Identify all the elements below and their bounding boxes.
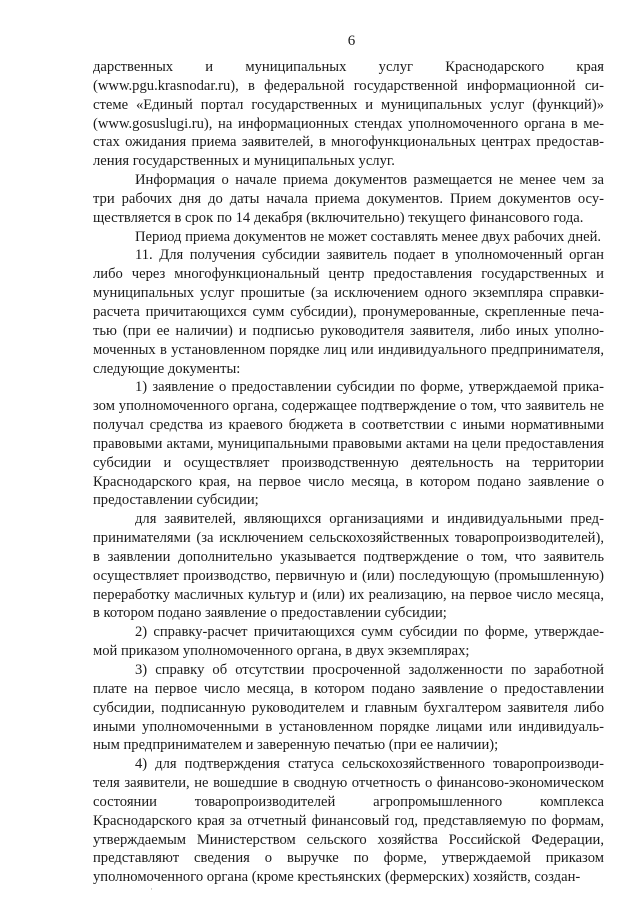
paragraph-item-4: 4) для подтверждения статуса сельскохозяйственного товаропроизводителя заявители, не вошедшие в сводную отчетность о финансово-экономическом состоянии товаропроизводителей агропромышленного комплекса Краснодарского края за отчетный финансовый год, представляемую по формам, утверждаемым Министерством сельского хозяйства Российской Федерации, представляют сведения о выручке по форме, утверждаемой приказом уполномоченного органа (кроме крестьянских (фермерских) хозяйств, создан- — [93, 756, 604, 886]
paragraph-clause-11: 11. Для получения субсидии заявитель подает в уполномоченный орган либо через многофункциональный центр предоставления государственных и муниципальных услуг прошитые (за исключением одного экземпляра справки-расчета причитающихся сумм субсидии), пронумерованные, скрепленные печатью (при ее наличии) и подписью руководителя заявителя, либо иных уполномоченных в установленном порядке лиц или индивидуального предпринимателя, следующие документы: — [93, 247, 604, 377]
paragraph-item-1: 1) заявление о предоставлении субсидии по форме, утверждаемой приказом уполномоченного органа, содержащее подтверждение о том, что заявитель не получал средства из краевого бюджета в соответствии с иными нормативными правовыми актами, муниципальными правовыми актами на цели предоставления субсидии и осуществляет производственную деятельность на территории Краснодарского края, на первое число месяца, в котором подано заявление о предоставлении субсидии; — [93, 379, 604, 509]
paragraph-item-3: 3) справку об отсутствии просроченной задолженности по заработной плате на первое число месяца, в котором подано заявление о предоставлении субсидии, подписанную руководителем и главным бухгалтером заявителя либо иными уполномоченными в установленном порядке лицами или индивидуальным предпринимателем и заверенную печатью (при ее наличии); — [93, 662, 604, 754]
paragraph-info-start: Информация о начале приема документов размещается не менее чем за три рабочих дня до даты начала приема документов. Прием документов осуществляется в срок по 14 декабря (включительно) текущего финансового года. — [93, 172, 604, 226]
paragraph-item-2: 2) справку-расчет причитающихся сумм субсидии по форме, утверждаемой приказом уполномоченного органа, в двух экземплярах; — [93, 624, 604, 660]
page-number: 6 — [347, 33, 356, 49]
document-body — [93, 58, 604, 887]
scan-dot: · — [150, 884, 153, 894]
paragraph-period: Период приема документов не может составлять менее двух рабочих дней. — [135, 228, 602, 245]
paragraph-continuation: дарственных и муниципальных услуг Краснодарского края (www.pgu.krasnodar.ru), в федеральной государственной информационной системе «Единый портал государственных и муниципальных услуг (функций)» (www.gosuslugi.ru), на информационных стендах уполномоченного органа в местах ожидания приема заявителей, в многофункциональных центрах предоставления государственных и муниципальных услуг. — [93, 59, 604, 170]
paragraph-item-1-organizations: для заявителей, являющихся организациями и индивидуальными предпринимателями (за исключением сельскохозяйственных товаропроизводителей), в заявлении дополнительно указывается подтверждение о том, что заявитель осуществляет производство, первичную и (или) последующую (промышленную) переработку масличных культур и (или) их реализацию, на первое число месяца, в котором подано заявление о предоставлении субсидии; — [93, 511, 604, 622]
